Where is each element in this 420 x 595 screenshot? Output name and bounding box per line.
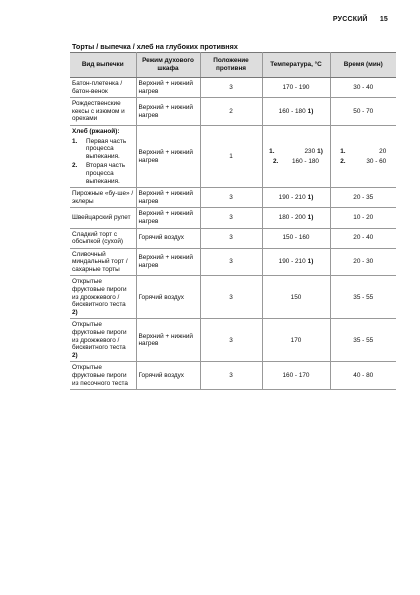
cell-position: 3 [200, 188, 262, 208]
footnote-ref: 1) [307, 214, 314, 222]
table-row [70, 319, 396, 362]
footnote-ref: 2) [72, 308, 78, 316]
cell-type: Батон-плетенка / батон-венок [70, 78, 136, 98]
cell-type [70, 125, 136, 187]
time-step [333, 158, 395, 166]
cell-temperature [262, 319, 330, 362]
temp-value: 160 - 180 [278, 107, 306, 115]
cell-type [70, 319, 136, 362]
cell-time: 30 - 40 [330, 78, 396, 98]
cell-mode: Верхний + нижний нагрев [136, 125, 200, 187]
bread-title: Хлеб (ржаной): [72, 127, 120, 135]
cell-time: 40 - 80 [330, 362, 396, 390]
footnote-ref: 1) [317, 147, 323, 155]
step-number: 1. [72, 137, 78, 145]
step-text: Первая часть процесса выпекания. [86, 137, 127, 160]
footnote-ref: 2) [72, 351, 78, 359]
cell-temperature [262, 125, 330, 187]
cell-temperature [262, 276, 330, 319]
cell-position: 3 [200, 362, 262, 390]
temp-value: 150 - 160 [282, 234, 310, 242]
type-text: Открытые фруктовые пироги из дрожжевого / бисквитного теста [72, 278, 127, 309]
temp-value: 160 - 180 [291, 157, 319, 165]
table-row [70, 276, 396, 319]
cell-time: 20 - 35 [330, 188, 396, 208]
cell-mode: Верхний + нижний нагрев [136, 248, 200, 276]
cell-mode: Верхний + нижний нагрев [136, 98, 200, 126]
temp-step [265, 148, 328, 156]
temp-value: 170 [290, 336, 302, 344]
temp-value: 190 - 210 [278, 193, 306, 201]
cell-mode: Верхний + нижний нагрев [136, 208, 200, 228]
cell-mode: Верхний + нижний нагрев [136, 319, 200, 362]
page-header [333, 16, 388, 23]
footnote-ref: 1) [307, 258, 314, 266]
cell-temperature [262, 248, 330, 276]
cell-temperature [262, 362, 330, 390]
type-text: Открытые фруктовые пироги из дрожжевого / бисквитного теста [72, 321, 127, 352]
cell-time: 35 - 55 [330, 319, 396, 362]
table-title: Торты / выпечка / хлеб на глубоких противнях [72, 42, 238, 51]
cell-type: Открытые фруктовые пироги из песочного теста [70, 362, 136, 390]
cell-time [330, 125, 396, 187]
step-number: 2. [340, 157, 346, 165]
time-value: 30 - 60 [366, 157, 387, 165]
cell-mode: Горячий воздух [136, 228, 200, 248]
table-row [70, 208, 396, 228]
cell-mode: Горячий воздух [136, 362, 200, 390]
cell-type: Сладкий торт с обсыпкой (сухой) [70, 228, 136, 248]
cell-temperature [262, 188, 330, 208]
cell-position: 3 [200, 228, 262, 248]
time-value: 20 [379, 147, 387, 155]
table-row-bread [70, 125, 396, 187]
cell-temperature [262, 98, 330, 126]
temp-value: 170 - 190 [282, 83, 310, 91]
table-row [70, 78, 396, 98]
temp-step [265, 158, 328, 166]
bread-step [72, 162, 134, 185]
table-row [70, 248, 396, 276]
col-header-type: Вид выпечки [70, 53, 136, 78]
temp-value: 190 - 210 [278, 258, 306, 266]
footnote-ref: 1) [307, 107, 314, 115]
cell-position: 3 [200, 78, 262, 98]
cell-time: 50 - 70 [330, 98, 396, 126]
cell-temperature [262, 78, 330, 98]
cell-time: 20 - 40 [330, 228, 396, 248]
cell-position: 3 [200, 319, 262, 362]
col-header-position: Положение противня [200, 53, 262, 78]
col-header-time: Время (мин) [330, 53, 396, 78]
cell-type: Швейцарский рулет [70, 208, 136, 228]
temp-value: 150 [290, 293, 302, 301]
temp-value: 230 [304, 147, 316, 155]
footnote-ref: 1) [307, 193, 314, 201]
step-number: 1. [340, 147, 346, 155]
cell-temperature [262, 208, 330, 228]
cell-type: Рождественские кексы с изюмом и орехами [70, 98, 136, 126]
cell-position: 3 [200, 276, 262, 319]
table-row [70, 362, 396, 390]
cell-time: 35 - 55 [330, 276, 396, 319]
cell-position: 3 [200, 248, 262, 276]
step-number: 2. [72, 162, 78, 170]
temp-value: 180 - 200 [278, 214, 306, 222]
step-number: 2. [273, 157, 279, 165]
language-label: РУССКИЙ [332, 16, 368, 23]
table-row [70, 98, 396, 126]
cell-time: 20 - 30 [330, 248, 396, 276]
cell-mode: Горячий воздух [136, 276, 200, 319]
cell-temperature [262, 228, 330, 248]
cell-time: 10 - 20 [330, 208, 396, 228]
baking-table [70, 52, 396, 390]
cell-mode: Верхний + нижний нагрев [136, 188, 200, 208]
col-header-temperature: Температура, °С [262, 53, 330, 78]
cell-type [70, 276, 136, 319]
table-row [70, 188, 396, 208]
cell-mode: Верхний + нижний нагрев [136, 78, 200, 98]
page-number: 15 [379, 16, 388, 23]
cell-position: 2 [200, 98, 262, 126]
col-header-mode: Режим духового шкафа [136, 53, 200, 78]
table-header-row [70, 53, 396, 78]
cell-type: Пирожные «бу-ше» / эклеры [70, 188, 136, 208]
table-row [70, 228, 396, 248]
cell-position: 1 [200, 125, 262, 187]
cell-type: Сливочный миндальный торт / сахарные торты [70, 248, 136, 276]
step-number: 1. [269, 147, 275, 155]
temp-value: 160 - 170 [282, 372, 310, 379]
cell-position: 3 [200, 208, 262, 228]
time-step [333, 148, 395, 156]
bread-step [72, 138, 134, 161]
step-text: Вторая часть процесса выпекания. [86, 162, 126, 185]
